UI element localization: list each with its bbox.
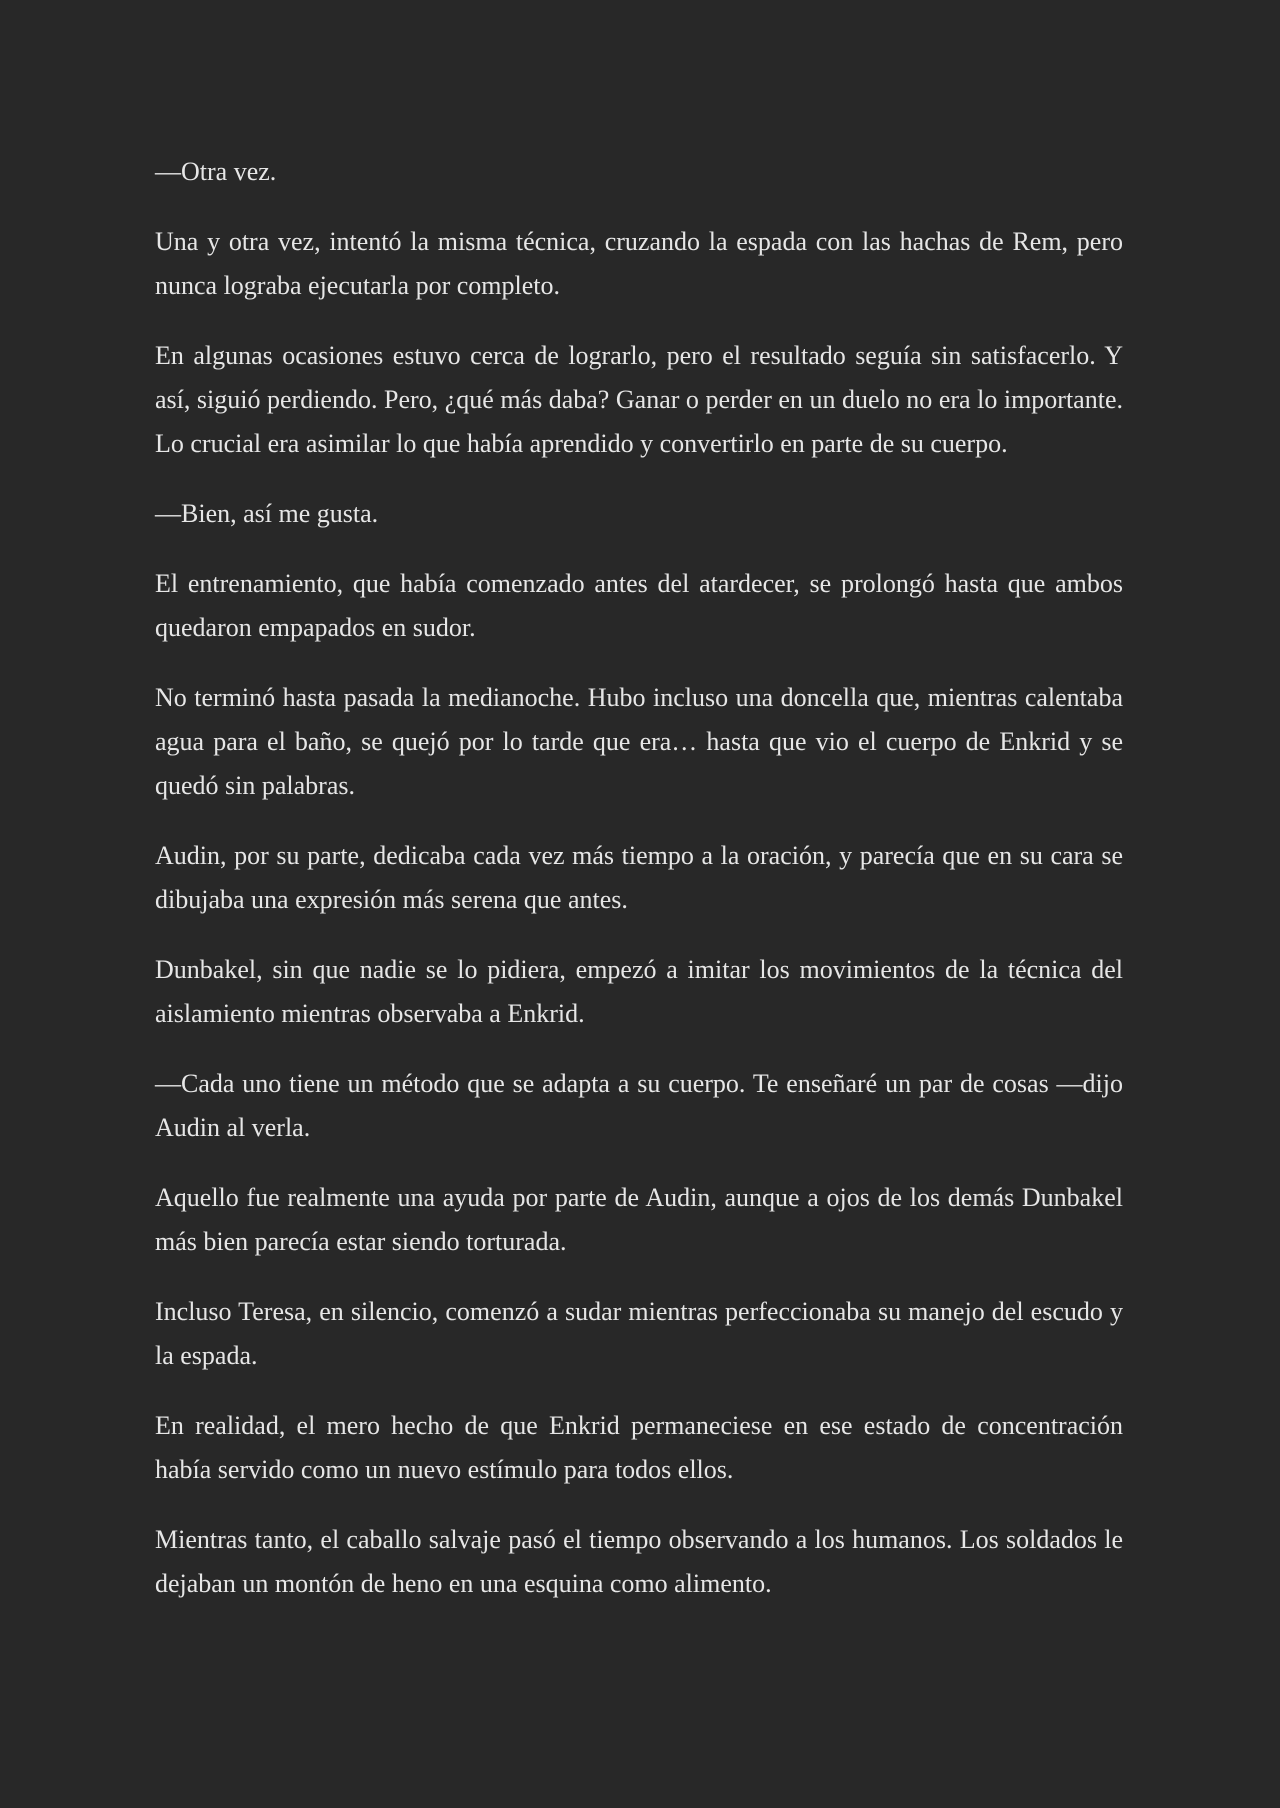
paragraph-7: Audin, por su parte, dedicaba cada vez más tiempo a la oración, y parecía que en su cara se dibujaba una expresión más serena que antes. [155,841,1123,914]
paragraph-3: En algunas ocasiones estuvo cerca de lograrlo, pero el resultado seguía sin satisfacerlo. Y así, siguió perdiendo. Pero, ¿qué más daba? Ganar o perder en un duelo no era lo importante. Lo crucial era asimilar lo que había aprendido y convertirlo en parte de su cuerpo. [155,341,1123,458]
paragraph-8: Dunbakel, sin que nadie se lo pidiera, empezó a imitar los movimientos de la técnica del aislamiento mientras observaba a Enkrid. [155,955,1123,1028]
paragraph-2: Una y otra vez, intentó la misma técnica, cruzando la espada con las hachas de Rem, pero nunca lograba ejecutarla por completo. [155,227,1123,300]
paragraph-11: Incluso Teresa, en silencio, comenzó a sudar mientras perfeccionaba su manejo del escudo y la espada. [155,1297,1123,1370]
paragraph-9: —Cada uno tiene un método que se adapta a su cuerpo. Te enseñaré un par de cosas —dijo Audin al verla. [155,1069,1123,1142]
paragraph-10: Aquello fue realmente una ayuda por parte de Audin, aunque a ojos de los demás Dunbakel más bien parecía estar siendo torturada. [155,1183,1123,1256]
paragraph-4: —Bien, así me gusta. [155,499,379,528]
paragraph-12: En realidad, el mero hecho de que Enkrid permaneciese en ese estado de concentración había servido como un nuevo estímulo para todos ellos. [155,1411,1123,1484]
paragraph-1: —Otra vez. [155,157,277,186]
paragraph-6: No terminó hasta pasada la medianoche. Hubo incluso una doncella que, mientras calentaba agua para el baño, se quejó por lo tarde que era… hasta que vio el cuerpo de Enkrid y se quedó sin palabras. [155,683,1123,800]
reader-page [155,150,1123,1632]
paragraph-5: El entrenamiento, que había comenzado antes del atardecer, se prolongó hasta que ambos quedaron empapados en sudor. [155,569,1123,642]
paragraph-13: Mientras tanto, el caballo salvaje pasó el tiempo observando a los humanos. Los soldados le dejaban un montón de heno en una esquina como alimento. [155,1525,1123,1598]
